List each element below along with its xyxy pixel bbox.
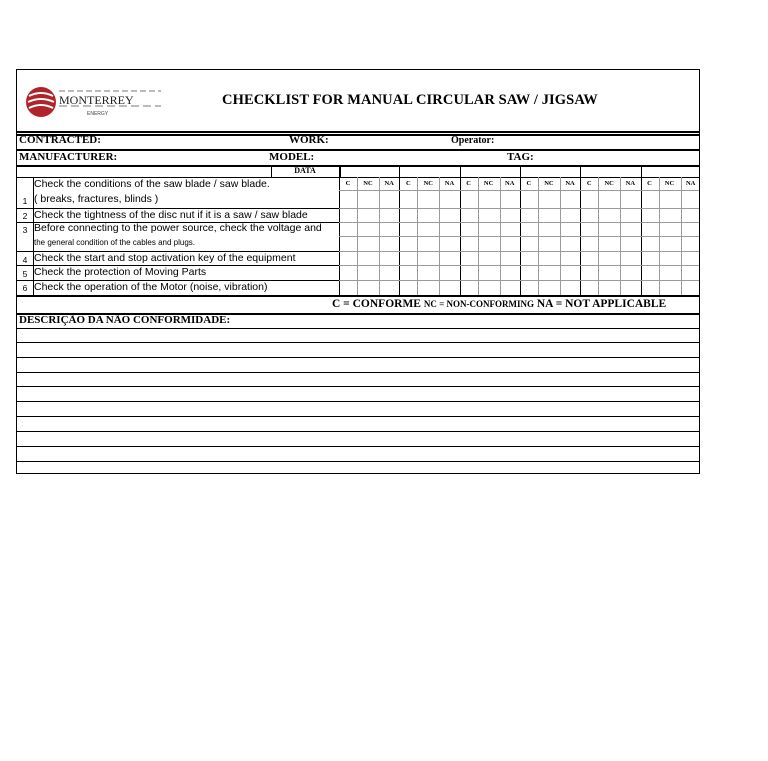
tag-label: TAG:: [507, 151, 534, 163]
description-line[interactable]: [17, 446, 699, 447]
model-label: MODEL:: [269, 151, 315, 163]
column-header-nc: NC: [664, 180, 675, 187]
legend-not-applicable: NA = NOT APPLICABLE: [533, 298, 667, 310]
item-text: Check the conditions of the saw blade / saw blade.: [34, 178, 270, 190]
column-header-na: NA: [384, 180, 394, 187]
page-title: CHECKLIST FOR MANUAL CIRCULAR SAW / JIGSAW: [222, 92, 598, 108]
item-text: Check the tightness of the disc nut if it is a saw / saw blade: [34, 209, 308, 221]
manufacturer-label: MANUFACTURER:: [19, 151, 118, 163]
legend: [332, 298, 666, 310]
description-line[interactable]: [17, 431, 699, 432]
description-line[interactable]: [17, 386, 699, 387]
column-header-c: C: [526, 180, 532, 187]
item-number: 6: [22, 283, 28, 293]
item-number: 1: [22, 196, 28, 206]
contracted-label: CONTRACTED:: [19, 134, 101, 146]
logo-subtext: ENERGY: [87, 111, 109, 117]
description-line[interactable]: [17, 357, 699, 358]
description-line[interactable]: [17, 461, 699, 462]
legend-conforme: C = CONFORME: [332, 298, 424, 310]
column-header-nc: NC: [363, 180, 373, 187]
monterrey-logo: [25, 84, 165, 120]
description-line[interactable]: [17, 416, 699, 417]
nonconformity-label: DESCRIÇÃO DA NÃO CONFORMIDADE:: [19, 314, 231, 326]
logo-text: MONTERREY: [59, 93, 134, 107]
column-header-na: NA: [685, 180, 696, 187]
column-header-c: C: [586, 180, 592, 187]
operator-label: Operator:: [451, 135, 495, 146]
description-line[interactable]: [17, 401, 699, 402]
column-header-c: C: [466, 180, 471, 187]
item-text: Before connecting to the power source, check the voltage and: [34, 222, 322, 234]
item-text: Check the protection of Moving Parts: [34, 266, 207, 278]
column-header-na: NA: [565, 180, 575, 187]
column-header-c: C: [647, 180, 652, 187]
checklist-sheet: [16, 69, 700, 474]
description-line[interactable]: [17, 372, 699, 373]
column-header-na: NA: [505, 180, 515, 187]
item-text: the general condition of the cables and plugs.: [34, 238, 196, 247]
column-header-na: NA: [625, 180, 636, 187]
work-label: WORK:: [289, 134, 329, 146]
item-text: Check the operation of the Motor (noise, vibration): [34, 281, 268, 293]
column-header-nc: NC: [604, 180, 614, 187]
column-header-nc: NC: [544, 180, 554, 187]
item-text: Check the start and stop activation key of the equipment: [34, 252, 296, 264]
description-line[interactable]: [17, 328, 699, 329]
item-text: ( breaks, fractures, blinds ): [34, 193, 159, 205]
column-header-c: C: [405, 180, 411, 187]
item-number: 5: [22, 269, 28, 279]
data-label: DATA: [294, 166, 316, 175]
item-number: 2: [22, 211, 28, 221]
item-number: 3: [22, 225, 28, 235]
legend-nonconforming: NC = NON-CONFORMING: [423, 299, 534, 309]
column-header-nc: NC: [423, 180, 433, 187]
description-line[interactable]: [17, 342, 699, 343]
column-header-c: C: [345, 180, 351, 187]
column-header-na: NA: [444, 180, 455, 187]
column-header-nc: NC: [483, 180, 494, 187]
item-number: 4: [22, 255, 28, 265]
